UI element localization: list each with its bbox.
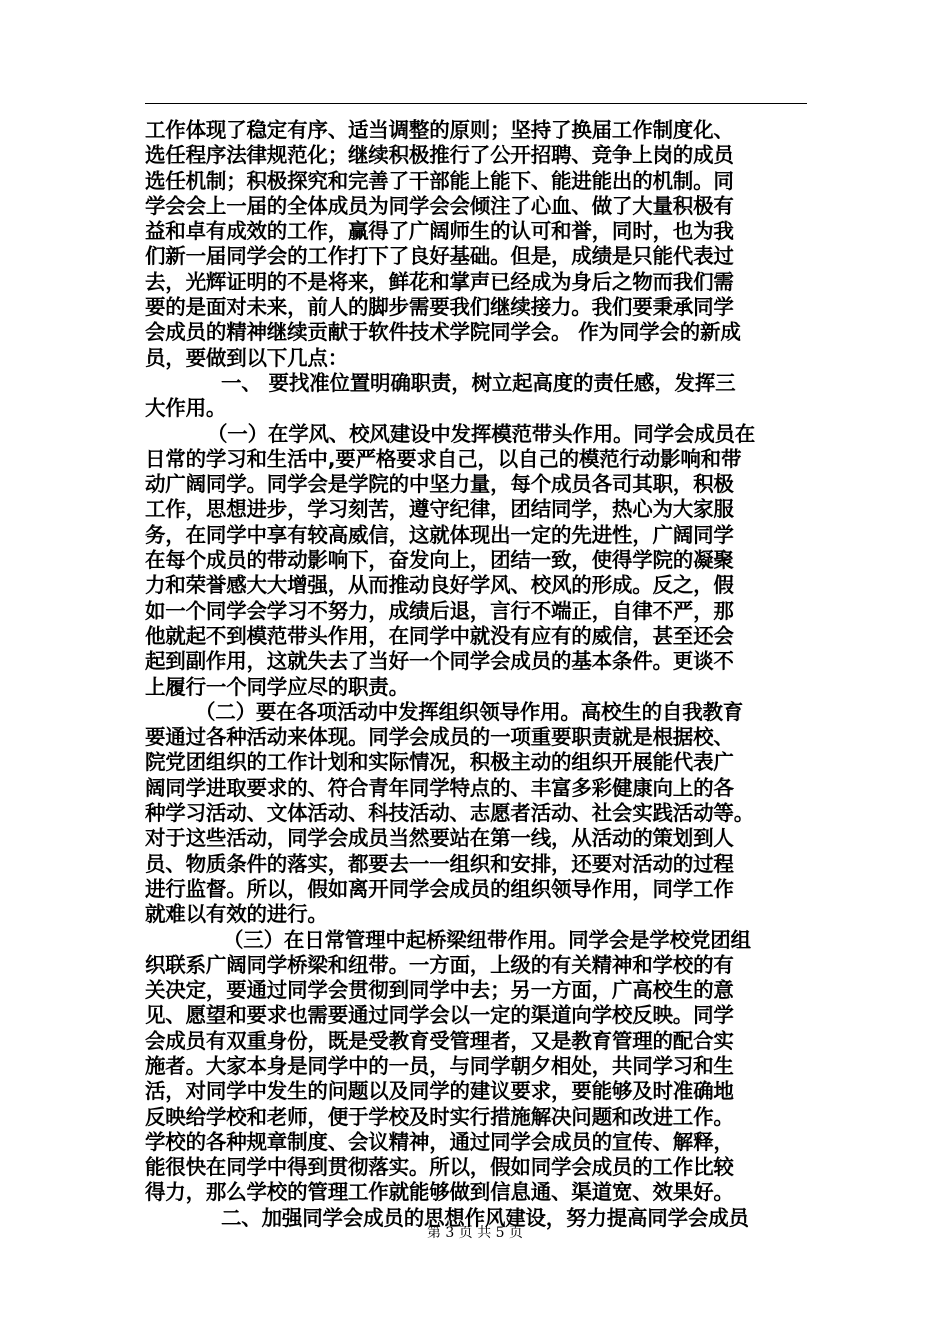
page-number-label: 第 3 页 共 5 页	[426, 1225, 524, 1241]
text-line: 员、物质条件的落实，都要去一一组织和安排，还要对活动的过程	[145, 851, 734, 876]
document-body	[145, 118, 817, 1231]
text-line: 一、 要找准位置明确职责，树立起高度的责任感，发挥三	[221, 370, 736, 395]
text-line: 动广阔同学。同学会是学院的中坚力量，每个成员各司其职，积极	[145, 472, 734, 497]
text-line: 上履行一个同学应尽的职责。	[145, 674, 409, 699]
text-line: 要的是面对未来，前人的脚步需要我们继续接力。我们要秉承同学	[145, 295, 734, 320]
text-line: 力和荣誉感大大增强，从而推动良好学风、校风的形成。反之，假	[145, 573, 734, 598]
text-line: 选任程序法律规范化；继续积极推行了公开招聘、竞争上岗的成员	[145, 143, 734, 168]
text-line: 关决定，要通过同学会贯彻到同学中去；另一方面，广高校生的意	[145, 978, 734, 1003]
text-line: 在每个成员的带动影响下，奋发向上，团结一致，使得学院的凝聚	[145, 548, 734, 573]
page-footer	[0, 1224, 950, 1242]
text-line: 工作，思想进步，学习刻苦，遵守纪律，团结同学，热心为大家服	[145, 497, 734, 522]
text-line: 们新一届同学会的工作打下了良好基础。但是，成绩是只能代表过	[145, 244, 734, 269]
text-line: （三）在日常管理中起桥梁纽带作用。同学会是学校党团组	[223, 927, 751, 952]
text-line: （二）要在各项活动中发挥组织领导作用。高校生的自我教育	[195, 699, 744, 724]
text-line: 选任机制；积极探究和完善了干部能上能下、能进能出的机制。同	[145, 168, 734, 193]
text-line: 去，光辉证明的不是将来，鲜花和掌声已经成为身后之物而我们需	[145, 269, 734, 294]
text-line: 反映给学校和老师，便于学校及时实行措施解决问题和改进工作。	[145, 1104, 734, 1129]
text-line: （一）在学风、校风建设中发挥模范带头作用。同学会成员在	[207, 421, 756, 446]
text-line: 对于这些活动，同学会成员当然要站在第一线，从活动的策划到人	[145, 826, 734, 851]
text-line: 得力，那么学校的管理工作就能够做到信息通、渠道宽、效果好。	[145, 1180, 734, 1205]
text-line: 进行监督。所以，假如离开同学会成员的组织领导作用，同学工作	[145, 876, 734, 901]
text-line: 要通过各种活动来体现。同学会成员的一项重要职责就是根据校、	[145, 725, 734, 750]
text-line: 会成员的精神继续贡献于软件技术学院同学会。 作为同学会的新成	[145, 320, 741, 345]
text-line: 学会会上一届的全体成员为同学会会倾注了心血、做了大量积极有	[145, 193, 734, 218]
text-line: 他就起不到模范带头作用，在同学中就没有应有的威信，甚至还会	[145, 623, 734, 648]
text-line: 二、加强同学会成员的思想作风建设，努力提高同学会成员	[221, 1205, 749, 1230]
text-line: 起到副作用，这就失去了当好一个同学会成员的基本条件。更谈不	[145, 649, 734, 674]
text-line: 种学习活动、文体活动、科技活动、志愿者活动、社会实践活动等。	[145, 801, 754, 826]
text-line: 大作用。	[145, 396, 227, 421]
text-line: 施者。大家本身是同学中的一员，与同学朝夕相处，共同学习和生	[145, 1053, 734, 1078]
text-line: 工作体现了稳定有序、适当调整的原则；坚持了换届工作制度化、	[145, 118, 734, 142]
text-line: 学校的各种规章制度、会议精神，通过同学会成员的宣传、解释，	[145, 1129, 734, 1154]
text-line: 务，在同学中享有较高威信，这就体现出一定的先进性，广阔同学	[145, 522, 734, 547]
text-line: 能很快在同学中得到贯彻落实。所以，假如同学会成员的工作比较	[145, 1155, 734, 1180]
text-line: 员，要做到以下几点：	[145, 345, 348, 370]
text-line: 如一个同学会学习不努力，成绩后退，言行不端正，自律不严，那	[145, 598, 734, 623]
header-rule	[145, 103, 807, 104]
text-line: 会成员有双重身份，既是受教育受管理者，又是教育管理的配合实	[145, 1028, 734, 1053]
text-line: 院党团组织的工作计划和实际情况，积极主动的组织开展能代表广	[145, 750, 734, 775]
text-line: 就难以有效的进行。	[145, 902, 328, 927]
text-line: 织联系广阔同学桥梁和纽带。一方面，上级的有关精神和学校的有	[145, 952, 734, 977]
text-line: 日常的学习和生活中,要严格要求自己，以自己的模范行动影响和带	[145, 446, 742, 471]
text-line: 阔同学进取要求的、符合青年同学特点的、丰富多彩健康向上的各	[145, 775, 734, 800]
text-line: 活，对同学中发生的问题以及同学的建议要求，要能够及时准确地	[145, 1079, 734, 1104]
text-line: 见、愿望和要求也需要通过同学会以一定的渠道向学校反映。同学	[145, 1003, 734, 1028]
text-line: 益和卓有成效的工作，赢得了广阔师生的认可和誉，同时，也为我	[145, 219, 734, 244]
